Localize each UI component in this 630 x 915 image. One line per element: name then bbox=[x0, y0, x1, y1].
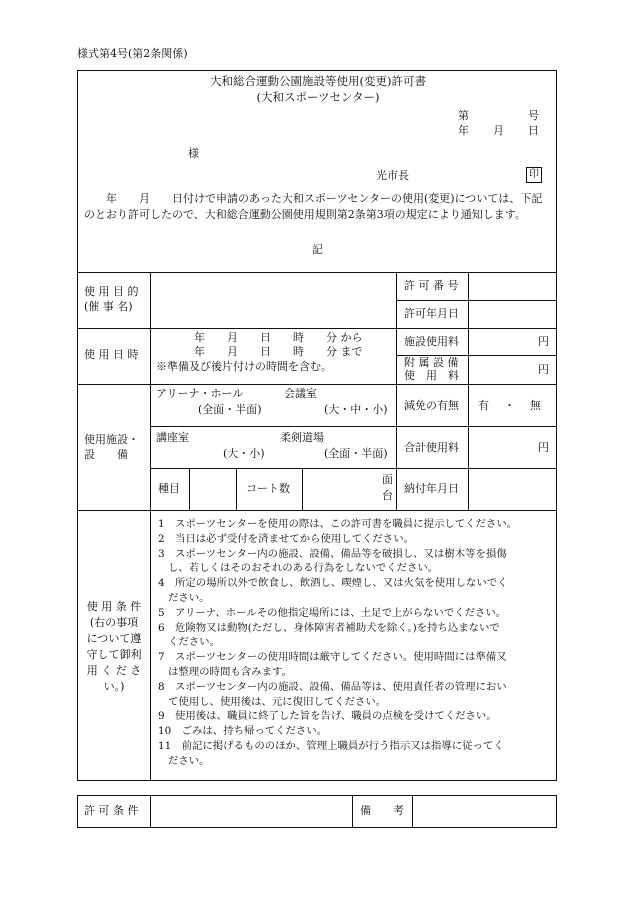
condition-item-line: し、若しくはそのおそれのある行為をしないでください。 bbox=[168, 562, 439, 575]
form-number-label: 様式第4号(第2条関係) bbox=[77, 47, 188, 60]
condition-item-line: 5 アリーナ、ホールその他指定場所には、土足で上がらないでください。 bbox=[158, 606, 507, 619]
grid-line bbox=[189, 468, 190, 510]
addressee-sama: 様 bbox=[188, 147, 199, 160]
judo-hall: 柔剣道場 bbox=[280, 431, 324, 444]
permit-number-label: 許 可 番 号 bbox=[404, 279, 459, 292]
condition-item-line: 9 使用後は、職員に終了した旨を告げ、職員の点検を受けてください。 bbox=[158, 710, 497, 723]
permit-form-frame bbox=[77, 70, 557, 781]
grid-line bbox=[396, 468, 556, 469]
conditions-label bbox=[82, 599, 146, 695]
remarks-label: 備 考 bbox=[360, 804, 404, 817]
usage-date-label: 使 用 日 時 bbox=[84, 348, 139, 361]
condition-item-line: 7 スポーツセンターの使用時間は厳守してください。使用時間には準備又 bbox=[158, 651, 507, 664]
number-go: 号 bbox=[528, 109, 539, 122]
grid-line bbox=[150, 272, 151, 781]
title-line-1: 大和総合運動公園施設等使用(変更)許可書 bbox=[210, 74, 426, 88]
condition-item-line: て使用し、使用後は、元に復旧してください。 bbox=[168, 695, 387, 708]
lecture-room: 講座室 bbox=[156, 431, 189, 444]
unit-men: 面 bbox=[382, 473, 393, 486]
number-dai: 第 bbox=[458, 109, 469, 122]
condition-item-line: 4 所定の場所以外で飲食し、飲酒し、喫煙し、又は火気を使用しないでく bbox=[158, 577, 508, 590]
grid-line bbox=[302, 468, 303, 510]
lecture-room-options: (大・小) bbox=[223, 447, 265, 460]
meeting-room: 会議室 bbox=[284, 387, 317, 400]
grid-line bbox=[150, 426, 556, 427]
facility-fee-label: 施設使用料 bbox=[404, 335, 459, 348]
exemption-label: 減免の有無 bbox=[404, 399, 459, 412]
date-day: 日 bbox=[528, 124, 539, 137]
condition-item-line: ださい。 bbox=[168, 754, 210, 767]
equipment-fee-label-2: 使 用 料 bbox=[404, 369, 459, 382]
condition-item-line: 2 当日は必ず受付を済ませてから使用してください。 bbox=[158, 532, 414, 545]
condition-item-line: は整理の時間も含みます。 bbox=[168, 665, 292, 678]
payment-date-label: 納付年月日 bbox=[404, 482, 459, 495]
seal-mark: 印 bbox=[526, 167, 542, 183]
usage-date-note: ※準備及び後片付けの時間を含む。 bbox=[156, 360, 332, 373]
permit-condition-label: 許 可 条 件 bbox=[84, 804, 139, 817]
total-fee-yen: 円 bbox=[538, 441, 549, 454]
conditions-label-line: について遵 bbox=[86, 632, 142, 645]
grid-line bbox=[396, 272, 397, 510]
exemption-yes: 有 bbox=[478, 399, 489, 412]
usage-date-from: 年 月 日 時 分 から bbox=[194, 331, 363, 344]
condition-item-line: 11 前記に掲げるもののほか、管理上職員が行う指示又は指導に従ってく bbox=[158, 739, 504, 752]
form-title bbox=[78, 73, 558, 105]
condition-item-line: 10 ごみは、持ち帰ってください。 bbox=[158, 725, 328, 738]
grid-line bbox=[396, 300, 556, 301]
total-fee-label: 合計使用料 bbox=[404, 441, 459, 454]
facility-label-2: 設 備 bbox=[84, 448, 128, 461]
grid-line bbox=[468, 272, 469, 510]
equipment-fee-yen: 円 bbox=[538, 363, 549, 376]
bottom-table bbox=[77, 795, 557, 828]
grid-line bbox=[150, 796, 151, 827]
grid-line bbox=[412, 796, 413, 827]
unit-dai: 台 bbox=[382, 489, 393, 502]
issuer-name: 光市長 bbox=[376, 169, 409, 182]
conditions-label-line: 用 く だ さ bbox=[86, 664, 142, 677]
judo-hall-options: (全面・半面) bbox=[324, 447, 388, 460]
permit-date-label: 許可年月日 bbox=[404, 307, 459, 320]
conditions-label-line: (右の事項 bbox=[89, 616, 139, 629]
condition-item-line: ください。 bbox=[168, 636, 220, 649]
grid-line bbox=[352, 796, 353, 827]
conditions-label-line: 守して御利 bbox=[86, 648, 142, 661]
condition-item-line: 3 スポーツセンター内の施設、設備、備品等を破損し、又は樹木等を損傷 bbox=[158, 547, 507, 560]
condition-item-line: 6 危険物又は動物(ただし、身体障害者補助犬を除く。)を持ち込まないで bbox=[158, 621, 500, 634]
grid-line bbox=[150, 468, 396, 469]
facility-label-1: 使用施設・ bbox=[84, 433, 139, 446]
usage-date-to: 年 月 日 時 分 まで bbox=[194, 345, 363, 358]
title-line-2: (大和スポーツセンター) bbox=[256, 90, 380, 104]
conditions-label-line: 使 用 条 件 bbox=[86, 600, 142, 613]
sport-type-label: 種目 bbox=[158, 482, 180, 495]
date-year: 年 bbox=[458, 124, 469, 137]
grid-line bbox=[236, 468, 237, 510]
condition-item-line: 1 スポーツセンターを使用の際は、この許可書を職員に提示してください。 bbox=[158, 518, 518, 530]
purpose-label: 使 用 目 的 bbox=[84, 285, 139, 298]
exemption-dot: ・ bbox=[504, 399, 515, 412]
notification-text: 年 月 日付けで申請のあった大和スポーツセンターの使用(変更)については、下記のとおり許可したので、大和総合運動公園使用規則第2条第3項の規定により通知します。 bbox=[84, 192, 543, 221]
ki-heading: 記 bbox=[312, 243, 323, 256]
arena-options: (全面・半面) bbox=[198, 403, 262, 416]
exemption-no: 無 bbox=[530, 399, 541, 412]
condition-item-line: 8 スポーツセンター内の施設、設備、備品等は、使用責任者の管理におい bbox=[158, 680, 507, 693]
condition-item-line: ださい。 bbox=[168, 591, 210, 604]
conditions-label-line: い。) bbox=[103, 680, 125, 693]
equipment-fee-label-1: 附 属 設 備 bbox=[404, 356, 459, 369]
arena-hall: アリーナ・ホール bbox=[156, 387, 244, 400]
meeting-room-options: (大・中・小) bbox=[324, 403, 388, 416]
event-name-label: (催 事 名) bbox=[84, 300, 133, 313]
facility-fee-yen: 円 bbox=[538, 335, 549, 348]
date-month: 月 bbox=[493, 124, 504, 137]
court-count-label: コート数 bbox=[246, 482, 290, 495]
conditions-list bbox=[158, 517, 556, 769]
